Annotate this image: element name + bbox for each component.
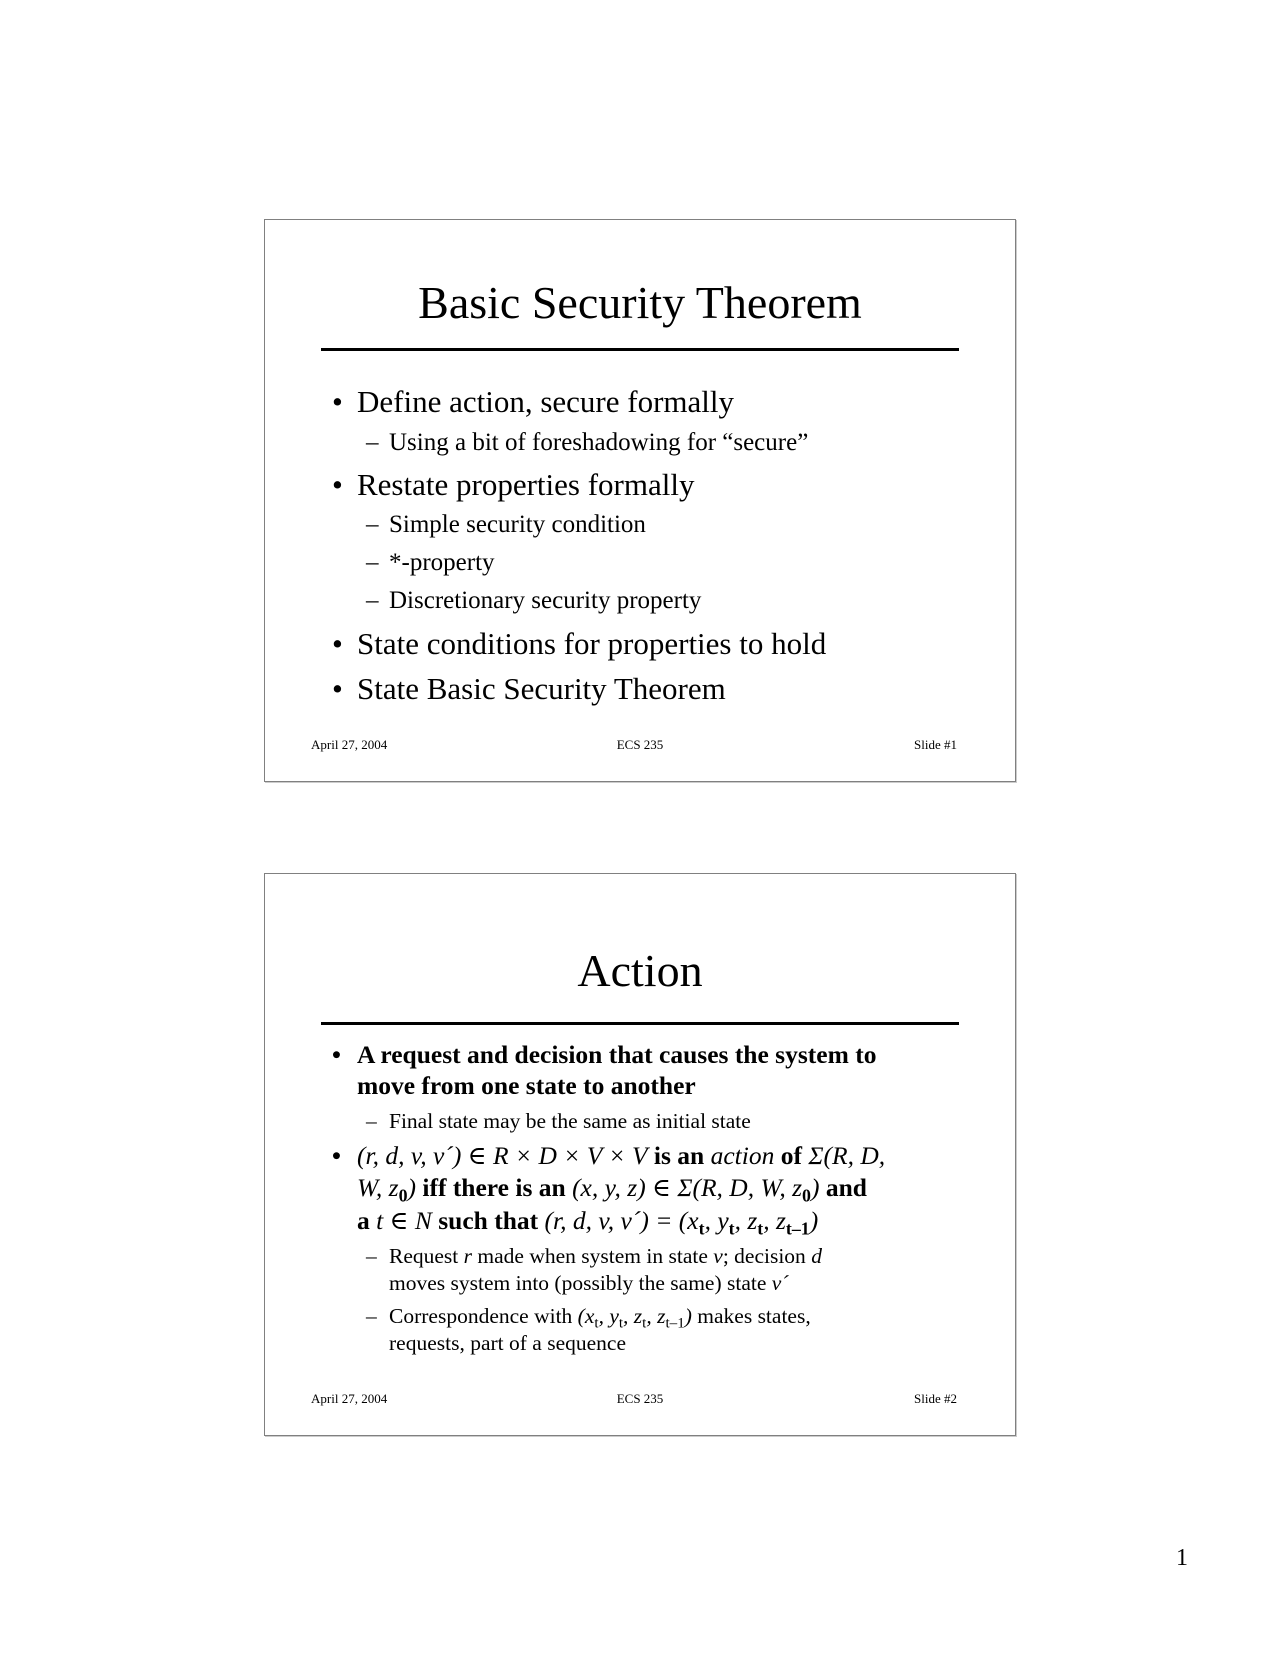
- title-rule: [321, 1022, 959, 1025]
- sub-bullet-line: [366, 511, 646, 538]
- text-segment: Σ(R, D,: [808, 1141, 886, 1170]
- dash-icon: –: [366, 1244, 377, 1268]
- text-segment: r: [365, 1141, 373, 1170]
- dash-icon: –: [366, 511, 379, 538]
- text-segment: Simple security condition: [389, 511, 646, 538]
- text-segment: t: [642, 1315, 647, 1332]
- text-segment: v: [410, 1141, 421, 1170]
- bullet-line: [332, 1141, 886, 1170]
- footer-course: ECS 235: [616, 1391, 664, 1406]
- bullet-line: [332, 384, 734, 419]
- text-segment: t: [594, 1315, 599, 1332]
- text-segment: iff there is an: [416, 1173, 573, 1202]
- sub-bullet-line: [389, 1333, 626, 1355]
- text-segment: t: [698, 1218, 705, 1239]
- text-segment: (: [357, 1141, 366, 1170]
- text-segment: moves system into (possibly the same) state: [389, 1271, 772, 1295]
- text-segment: ; decision: [722, 1244, 812, 1268]
- text-segment: v: [713, 1244, 723, 1268]
- sub-bullet-line: [366, 1304, 811, 1332]
- text-segment: Request: [389, 1244, 464, 1268]
- sub-bullet-line: [389, 1273, 788, 1295]
- text-segment: t ∈ N: [376, 1206, 432, 1235]
- text-segment: requests, part of a sequence: [389, 1331, 626, 1355]
- bullet-line: [332, 671, 726, 706]
- footer-date: April 27, 2004: [311, 1391, 388, 1406]
- text-segment: (x, y, z) ∈ Σ(R, D, W, z: [572, 1173, 803, 1202]
- title-rule: [321, 348, 959, 351]
- text-segment: made when system in state: [472, 1244, 714, 1268]
- bullet-icon: •: [332, 1040, 341, 1069]
- slide-1: [264, 219, 1016, 782]
- sub-bullet-line: [366, 429, 809, 456]
- dash-icon: –: [366, 549, 379, 576]
- text-segment: A request and decision that causes the system to: [357, 1040, 877, 1069]
- text-segment: 0: [802, 1185, 811, 1206]
- slide-title: Action: [577, 945, 703, 996]
- text-segment: , z: [734, 1206, 758, 1235]
- text-segment: , z: [646, 1304, 666, 1328]
- text-segment: *-property: [389, 549, 495, 576]
- page-number: 1: [1176, 1545, 1188, 1571]
- text-segment: action: [710, 1141, 775, 1170]
- dash-icon: –: [366, 587, 379, 614]
- text-segment: State conditions for properties to hold: [357, 626, 827, 661]
- text-segment: ,: [372, 1141, 386, 1170]
- bullet-icon: •: [332, 467, 343, 502]
- text-segment: t–1: [785, 1218, 810, 1239]
- sub-bullet-line: [366, 1109, 751, 1133]
- text-segment: , y: [704, 1206, 729, 1235]
- text-segment: and: [819, 1173, 867, 1202]
- text-segment: ,: [420, 1141, 434, 1170]
- bullet-line: [332, 626, 827, 661]
- text-segment: Correspondence with: [389, 1304, 578, 1328]
- sub-bullet-line: [366, 549, 495, 576]
- bullet-icon: •: [332, 1141, 341, 1170]
- text-segment: ): [407, 1173, 416, 1202]
- text-segment: makes states,: [691, 1304, 811, 1328]
- text-segment: t: [618, 1315, 624, 1332]
- text-segment: t–1: [665, 1315, 685, 1332]
- text-segment: (r, d, v, v´) = (x: [544, 1206, 699, 1235]
- text-segment: Final state may be the same as initial state: [389, 1109, 751, 1133]
- bullet-icon: •: [332, 384, 343, 419]
- text-segment: v´: [771, 1271, 789, 1295]
- text-segment: 0: [398, 1185, 408, 1206]
- text-segment: W, z: [357, 1173, 399, 1202]
- text-segment: t: [728, 1218, 735, 1239]
- footer-slide-number: Slide #1: [914, 737, 957, 752]
- text-segment: move from one state to another: [357, 1071, 696, 1100]
- dash-icon: –: [366, 1304, 377, 1328]
- text-segment: v´) ∈ R × D × V × V: [433, 1141, 648, 1170]
- text-segment: Using a bit of foreshadowing for “secure”: [389, 429, 809, 456]
- text-segment: (x: [577, 1304, 595, 1328]
- text-segment: r: [463, 1244, 473, 1268]
- text-segment: d: [385, 1141, 399, 1170]
- sub-bullet-line: [366, 587, 702, 614]
- text-segment: Define action, secure formally: [357, 384, 734, 419]
- bullet-line: [357, 1208, 818, 1238]
- text-segment: t: [757, 1218, 764, 1239]
- text-segment: d: [811, 1244, 822, 1268]
- text-segment: of: [774, 1141, 809, 1170]
- text-segment: ,: [398, 1141, 411, 1170]
- sub-bullet-line: [366, 1244, 822, 1268]
- text-segment: ): [684, 1304, 692, 1328]
- dash-icon: –: [366, 1109, 377, 1133]
- footer-slide-number: Slide #2: [914, 1391, 957, 1406]
- footer-course: ECS 235: [616, 737, 664, 752]
- text-segment: such that: [431, 1206, 545, 1235]
- bullet-line: [332, 467, 695, 502]
- text-segment: ): [809, 1206, 819, 1235]
- text-segment: , z: [623, 1304, 643, 1328]
- text-segment: , y: [598, 1304, 619, 1328]
- bullet-icon: •: [332, 671, 343, 706]
- bullet-line: [357, 1175, 867, 1205]
- text-segment: Discretionary security property: [389, 587, 702, 614]
- text-segment: Restate properties formally: [357, 467, 695, 502]
- footer-date: April 27, 2004: [311, 737, 388, 752]
- bullet-line: [357, 1073, 696, 1099]
- text-segment: State Basic Security Theorem: [357, 671, 726, 706]
- dash-icon: –: [366, 429, 379, 456]
- text-segment: , z: [763, 1206, 786, 1235]
- text-segment: is an: [647, 1141, 711, 1170]
- bullet-icon: •: [332, 626, 343, 661]
- slide-title: Basic Security Theorem: [418, 277, 862, 328]
- text-segment: a: [357, 1206, 377, 1235]
- bullet-line: [332, 1040, 877, 1069]
- text-segment: ): [810, 1173, 820, 1202]
- slide-2: [264, 873, 1016, 1436]
